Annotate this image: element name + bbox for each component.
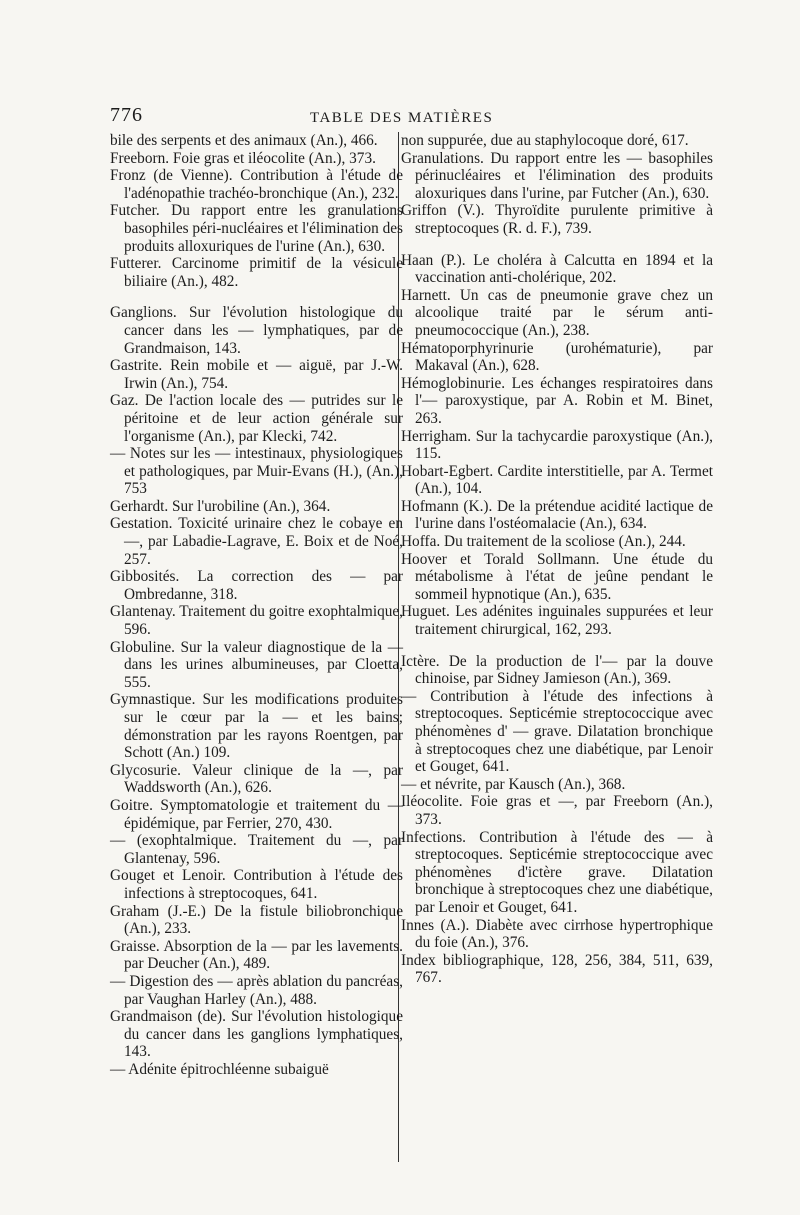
index-entry: Harnett. Un cas de pneumonie grave chez un alcoolique traité par le sérum anti-pneumococcique (An.), 238. [401,286,713,339]
right-column [401,132,713,987]
index-entry: Iléocolite. Foie gras et —, par Freeborn (An.), 373. [401,793,713,828]
index-entry: Freeborn. Foie gras et iléocolite (An.), 373. [110,149,376,167]
index-entry: Glycosurie. Valeur clinique de la —, par Waddsworth (An.), 626. [110,761,403,797]
index-entry: non suppurée, due au staphylocoque doré, 617. [401,132,689,149]
index-entry: Futterer. Carcinome primitif de la vésicule biliaire (An.), 482. [110,255,403,290]
index-entry: Granulations. Du rapport entre les — basophiles périnucléaires et l'élimination des produits aloxuriques dans l'urine, par Futcher (An.), 630. [401,149,713,202]
section-gap [401,639,713,653]
page-header [110,104,720,132]
index-entry: Herrigham. Sur la tachycardie paroxystique (An.), 115. [401,427,713,463]
index-entry: Innes (A.). Diabète avec cirrhose hypertrophique du foie (An.), 376. [401,916,713,952]
index-entry: Gibbosités. La correction des — par Ombredanne, 318. [110,568,403,603]
index-entry: Infections. Contribution à l'étude des — à streptocoques. Septicémie streptococcique avec phénomènes d'ictère grave. Dilatation bronchique à streptocoques chez une diabétique, par Lenoir et Gouget, 641. [401,828,713,916]
index-entry: Gestation. Toxicité urinaire chez le cobaye en —, par Labadie-Lagrave, E. Boix et de Noé, 257. [110,515,403,568]
index-entry: Goitre. Symptomatologie et traitement du — épidémique, par Ferrier, 270, 430. [110,796,403,832]
index-entry: Index bibliographique, 128, 256, 384, 511, 639, 767. [401,951,713,987]
index-entry: Hoover et Torald Sollmann. Une étude du métabolisme à l'état de jeûne pendant le sommeil hypnotique (An.), 635. [401,550,713,603]
page-number: 776 [110,104,143,126]
index-entry: Ictère. De la production de l'— par la douve chinoise, par Sidney Jamieson (An.), 369. [401,652,713,688]
index-entry: — Adénite épitrochléenne subaiguë [110,1060,329,1078]
index-entry: Hobart-Egbert. Cardite interstitielle, par A. Termet (An.), 104. [401,462,713,498]
running-title: TABLE DES MATIÈRES [310,110,494,126]
index-entry: Ganglions. Sur l'évolution histologique du cancer dans les — lymphatiques, par de Grandmaison, 143. [110,304,403,357]
index-entry: Grandmaison (de). Sur l'évolution histologique du cancer dans les ganglions lymphatiques, 143. [110,1008,403,1061]
index-entry: bile des serpents et des animaux (An.), 466. [110,132,378,149]
left-column [110,132,403,1078]
index-entry: Futcher. Du rapport entre les granulations basophiles péri-nucléaires et l'élimination des produits alloxuriques de l'urine (An.), 630. [110,202,403,255]
index-entry: Globuline. Sur la valeur diagnostique de la — dans les urines albumineuses, par Cloetta, 555. [110,638,403,691]
index-entry: Hofmann (K.). De la prétendue acidité lactique de l'urine dans l'ostéomalacie (An.), 634. [401,497,713,533]
index-entry: — Notes sur les — intestinaux, physiologiques et pathologiques, par Muir-Evans (H.), (An.), 753 [110,445,403,498]
index-entry: Gastrite. Rein mobile et — aiguë, par J.-W. Irwin (An.), 754. [110,357,403,392]
index-entry: Hoffa. Du traitement de la scoliose (An.), 244. [401,533,686,551]
index-entry: — et névrite, par Kausch (An.), 368. [401,775,626,793]
index-entry: Gerhardt. Sur l'urobiline (An.), 364. [110,497,331,515]
section-gap [401,238,713,252]
index-entry: Gouget et Lenoir. Contribution à l'étude des infections à streptocoques, 641. [110,867,403,902]
index-entry: — Contribution à l'étude des infections à streptocoques. Septicémie streptococcique avec phénomènes d' — grave. Dilatation bronchique à streptocoques chez une diabétique, par Lenoir et Gouget, 641. [401,687,713,776]
index-entry: Graham (J.-E.) De la fistule biliobronchique (An.), 233. [110,902,403,938]
index-entry: Huguet. Les adénites inguinales suppurées et leur traitement chirurgical, 162, 293. [401,603,713,639]
index-entry: Gaz. De l'action locale des — putrides sur le péritoine et de leur action générale sur l'organisme (An.), par Klecki, 742. [110,392,403,445]
index-entry: Glantenay. Traitement du goitre exophtalmique, 596. [110,603,403,639]
index-columns [110,132,720,1172]
index-entry: Hématoporphyrinurie (urohématurie), par Makaval (An.), 628. [401,339,713,375]
index-entry: Griffon (V.). Thyroïdite purulente primitive à streptocoques (R. d. F.), 739. [401,202,713,237]
index-entry: — (exophtalmique. Traitement du —, par Glantenay, 596. [110,832,403,867]
section-gap [110,290,403,304]
index-entry: — Digestion des — après ablation du pancréas, par Vaughan Harley (An.), 488. [110,972,403,1008]
index-entry: Hémoglobinurie. Les échanges respiratoires dans l'— paroxystique, par A. Robin et M. Binet, 263. [401,374,713,427]
index-entry: Fronz (de Vienne). Contribution à l'étude de l'adénopathie trachéo-bronchique (An.), 232. [110,167,403,202]
index-entry: Gymnastique. Sur les modifications produites sur le cœur par la — et les bains; démonstration par les rayons Roentgen, par Schott (An.) 109. [110,691,403,762]
index-entry: Graisse. Absorption de la — par les lavements. par Deucher (An.), 489. [110,937,403,973]
index-entry: Haan (P.). Le choléra à Calcutta en 1894 et la vaccination anti-cholérique, 202. [401,251,713,287]
